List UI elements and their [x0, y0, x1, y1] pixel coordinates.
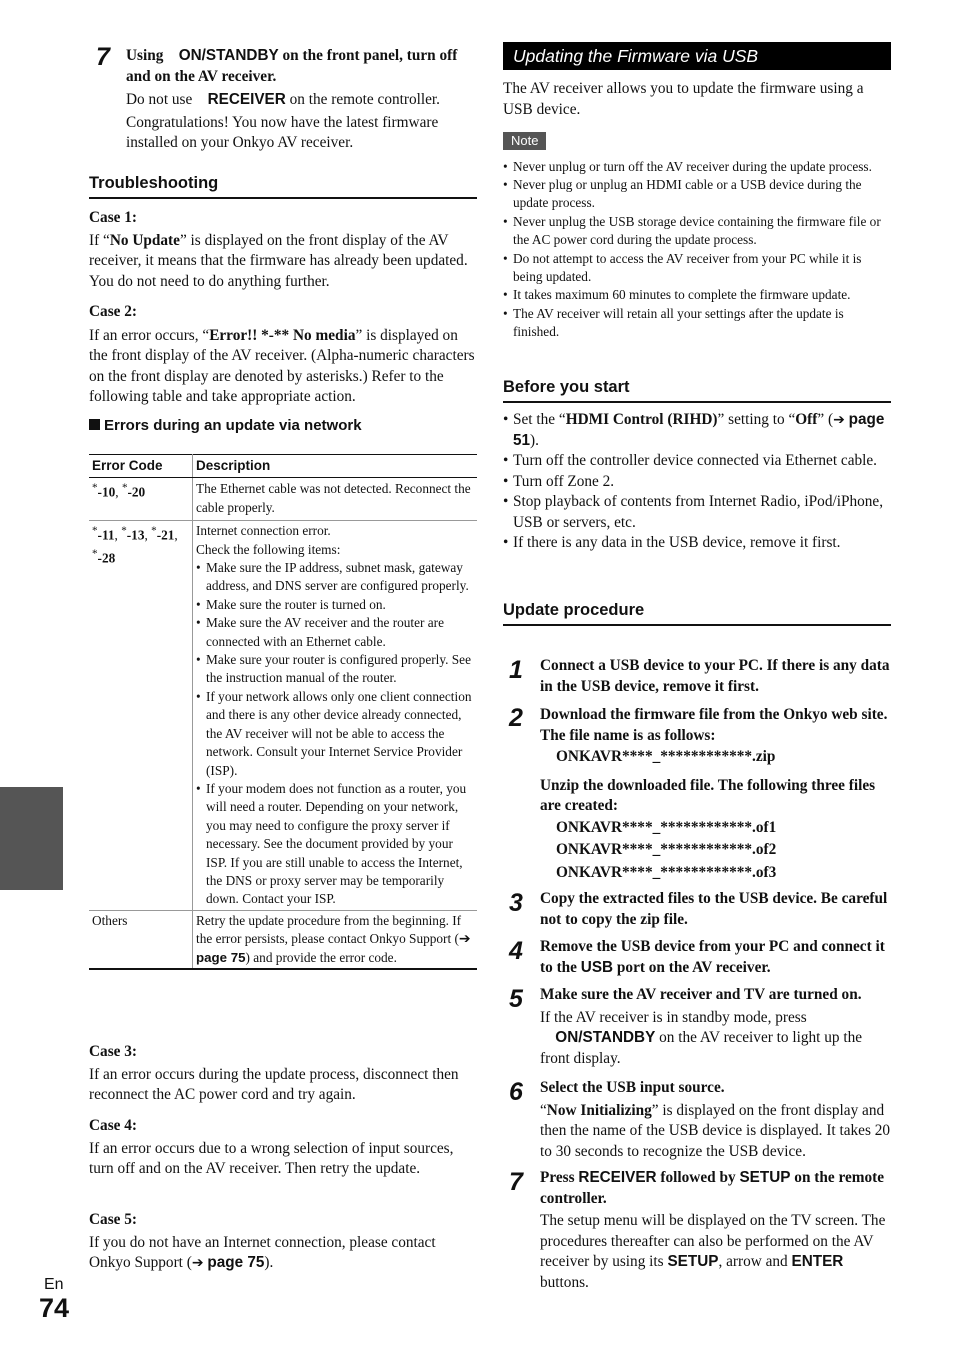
before-list [503, 410, 891, 554]
description-cell: Retry the update procedure from the beginning. If the error persists, please contact Onkyo Support (➔ page 75) and provide the error code. [193, 910, 478, 969]
page-link[interactable]: page 75 [207, 1254, 265, 1271]
enter-key: ENTER [791, 1253, 844, 1270]
step-5-block: Make sure the AV receiver and TV are turned on. If the AV receiver is in standby mode, press ON/STANDBY on the AV receiver to light up the front display. [540, 986, 863, 1067]
page-link[interactable]: page 75 [196, 949, 246, 965]
setup-key: SETUP [739, 1169, 791, 1186]
troubleshooting-heading: Troubleshooting [89, 173, 477, 199]
update-heading: Update procedure [503, 600, 891, 626]
error-code-cell: Others [89, 910, 193, 969]
list-item: • Never unplug the USB storage device containing the firmware file or the AC power cord during the update process. [513, 213, 891, 250]
check-list [196, 559, 474, 909]
step-3-heading: Copy the extracted files to the USB device. Be careful not to copy the zip file. [540, 890, 888, 928]
step-heading: Using ON/STANDBY on the front panel, turn off and on the AV receiver. [126, 47, 458, 85]
case-text: If an error occurs, “Error!! *-** No media” is displayed on the front display of the AV receiver. (Alpha-numeric characters on the front display are denoted by asterisks.) Refer to the following table and take appropriate action. [89, 326, 475, 405]
case-text: If “No Update” is displayed on the front display of the AV receiver, it means that the firmware has already been updated. You do not need to do anything further. [89, 231, 468, 290]
setup-key: SETUP [667, 1253, 719, 1270]
step-6-block: Select the USB input source. “Now Initializing” is displayed on the front display and then the name of the USB device is displayed. It takes 20 to 30 seconds to recognize the USB device. [540, 1079, 891, 1160]
square-bullet-icon [89, 419, 100, 430]
description-cell: Internet connection error. Check the following items: • Make sure the IP address, subnet mask, gateway address, and DNS server are configured properly. • Make sure the router is turned on. • Make sure the AV receiver and the router are connected with an Ethernet cable. • Make sure your router is configured properly. See the instruction manual of the router. • If your network allows only one client connection and there is any other device already connected, the AV receiver will not be able to access the network. Consult your Internet Service Provider (ISP). • If your modem does not function as a router, you will need a router. Depending on your network, you may need to configure the proxy server if necessary. See the document provided by your ISP. If you are still unable to access the Internet, the DNS or proxy server may be temporarily down. Contact your ISP. [193, 521, 478, 911]
page-link[interactable]: page 51 [513, 411, 885, 449]
case-label: Case 3: [89, 1043, 138, 1060]
list-item: • Never unplug or turn off the AV receiver during the update process. [513, 158, 891, 176]
step-note: Do not use RECEIVER on the remote controller. [126, 91, 440, 108]
step-number: 5 [509, 985, 523, 1013]
note-list [503, 158, 891, 342]
case-label: Case 5: [89, 1211, 138, 1228]
case-2 [89, 302, 477, 408]
step-7-block [126, 46, 477, 154]
error-table [89, 454, 477, 970]
table-row [89, 910, 477, 969]
list-item: • Do not attempt to access the AV receiver from your PC while it is being updated. [513, 250, 891, 287]
case-label: Case 2: [89, 303, 138, 320]
list-item: • Turn off Zone 2. [513, 472, 891, 493]
case-text: If an error occurs due to a wrong selection of input sources, turn off and on the AV receiver. Then retry the update. [89, 1139, 454, 1177]
usb-port-label: USB [580, 958, 614, 976]
chapter-tab [0, 787, 63, 890]
list-item: • If there is any data in the USB device, remove it first. [513, 533, 891, 554]
file-name: ONKAVR****_************.of1 [556, 818, 777, 836]
list-item: • Set the “HDMI Control (RIHD)” setting to “Off” (➔ page 51). [513, 410, 891, 451]
list-item: • Make sure your router is configured properly. See the instruction manual of the router. [206, 651, 474, 688]
case-label: Case 4: [89, 1117, 138, 1134]
column-header: Error Code [89, 455, 193, 478]
error-code-cell: *-10, *-20 [89, 478, 193, 521]
file-name: ONKAVR****_************.of2 [556, 841, 777, 858]
description-cell: The Ethernet cable was not detected. Reconnect the cable properly. [193, 478, 478, 521]
step-number: 3 [509, 889, 523, 917]
receiver-key: RECEIVER [578, 1169, 657, 1186]
case-label: Case 1: [89, 209, 138, 226]
arrow-right-icon: ➔ [458, 931, 471, 948]
error-code-cell: *-11, *-13, *-21, *-28 [89, 521, 193, 911]
step-number: 6 [509, 1078, 523, 1106]
file-name: ONKAVR****_************.of3 [556, 863, 777, 881]
arrow-right-icon: ➔ [191, 1255, 204, 1271]
case-5 [89, 1210, 477, 1274]
step-number: 4 [509, 937, 523, 965]
onstandby-key: ON/STANDBY [555, 1029, 656, 1046]
section-title: Updating the Firmware via USB [503, 42, 891, 70]
list-item: • Never plug or unplug an HDMI cable or a USB device during the update process. [513, 176, 891, 213]
list-item: • Make sure the router is turned on. [206, 596, 474, 614]
file-name: ONKAVR****_************.zip [556, 748, 776, 765]
arrow-right-icon: ➔ [833, 412, 845, 428]
before-heading: Before you start [503, 377, 891, 403]
step-2-block: Download the firmware file from the Onkyo web site. The file name is as follows: ONKAVR****_************.zip Unzip the downloaded file. The following three files are created: ONKAVR****_************.of1 ONKAVR****_************.of2 ONKAVR****_************.of3 [540, 705, 891, 883]
step-number: 7 [96, 43, 110, 71]
case-text: If an error occurs during the update process, disconnect then reconnect the AC power cord and try again. [89, 1065, 459, 1103]
step-1-heading: Connect a USB device to your PC. If there is any data in the USB device, remove it first. [540, 657, 890, 695]
errors-subheading: Errors during an update via network [89, 416, 477, 437]
case-4 [89, 1116, 477, 1180]
congrats-text: Congratulations! You now have the latest firmware installed on your Onkyo AV receiver. [126, 113, 439, 151]
error-table-wrap [89, 454, 477, 970]
step-number: 7 [509, 1168, 523, 1196]
note-block [503, 131, 891, 342]
list-item: • It takes maximum 60 minutes to complete the firmware update. [513, 286, 891, 304]
table-row [89, 521, 477, 911]
list-item: • Turn off the controller device connected via Ethernet cable. [513, 451, 891, 472]
case-1 [89, 208, 477, 292]
step-number: 1 [509, 656, 523, 684]
list-item: • If your modem does not function as a router, you will need a router. Depending on your network, you may need to configure the proxy server if necessary. See the document provided by your ISP. If you are still unable to access the Internet, the DNS or proxy server may be temporarily down. Contact your ISP. [206, 780, 474, 909]
list-item: • Stop playback of contents from Internet Radio, iPod/iPhone, USB or servers, etc. [513, 492, 891, 533]
step-4-heading: Remove the USB device from your PC and connect it to the USB port on the AV receiver. [540, 938, 885, 976]
onstandby-key: ON/STANDBY [178, 47, 279, 64]
table-row [89, 478, 477, 521]
page-language: En [44, 1276, 64, 1293]
case-3 [89, 1042, 477, 1106]
table-header-row [89, 455, 477, 478]
column-header: Description [193, 455, 478, 478]
step-7-block: Press RECEIVER followed by SETUP on the remote controller. The setup menu will be displayed on the TV screen. The procedures thereafter can also be performed on the AV receiver by using its SETUP, arrow and ENTER buttons. [540, 1169, 886, 1291]
receiver-key: RECEIVER [207, 91, 286, 108]
note-badge: Note [503, 132, 546, 150]
list-item: • Make sure the AV receiver and the router are connected with an Ethernet cable. [206, 614, 474, 651]
list-item: • If your network allows only one client connection and there is any other device already connected, the AV receiver will not be able to access the network. Consult your Internet Service Provider (ISP). [206, 688, 474, 780]
list-item: • Make sure the IP address, subnet mask, gateway address, and DNS server are configured properly. [206, 559, 474, 596]
page-number: 74 [39, 1293, 70, 1323]
case-text: If you do not have an Internet connection, please contact Onkyo Support (➔ page 75). [89, 1233, 436, 1271]
list-item: • The AV receiver will retain all your settings after the update is finished. [513, 305, 891, 342]
before-list-wrap [503, 410, 891, 554]
step-number: 2 [509, 704, 523, 732]
intro-text: The AV receiver allows you to update the firmware using a USB device. [503, 80, 864, 118]
